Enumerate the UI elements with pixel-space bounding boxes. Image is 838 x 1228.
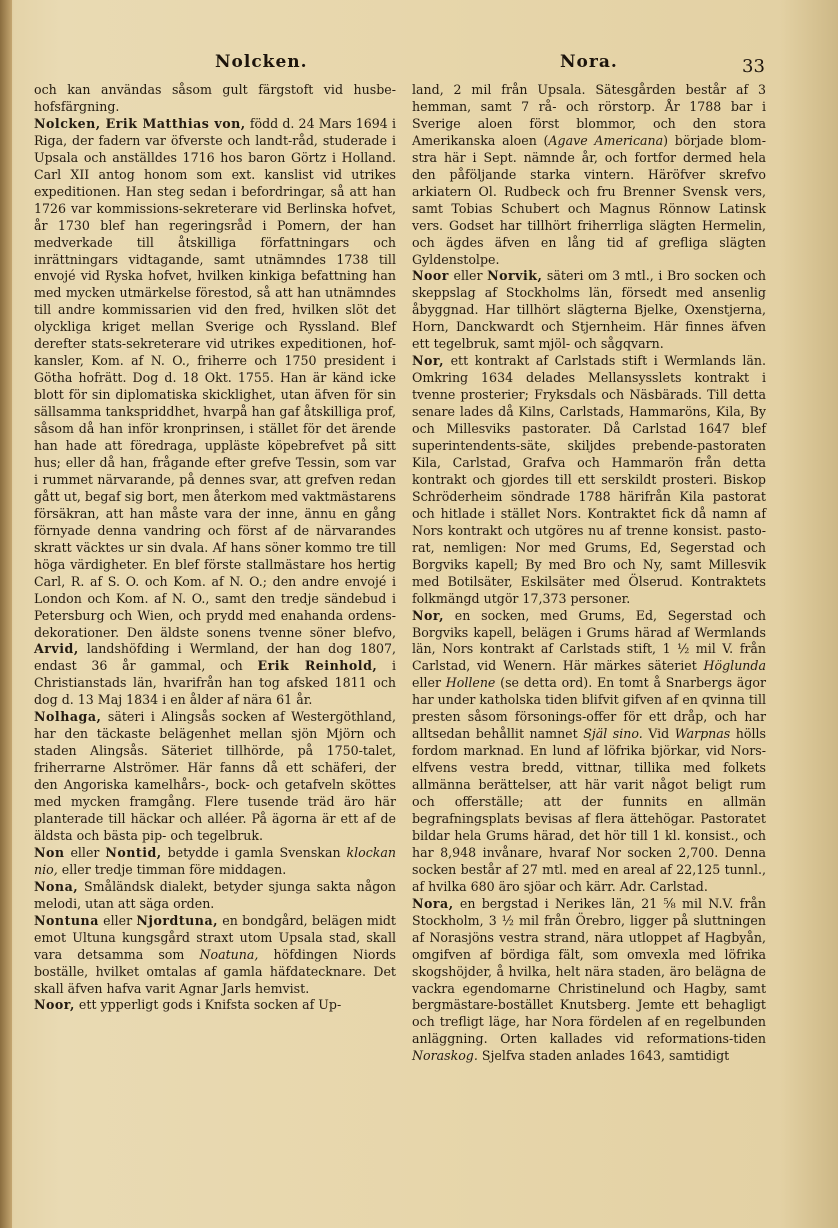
entry-text: land, 2 mil från Upsala. Sätesgården består af 3 hemman, samt 7 rå- och rörstorp. År 1788 bar i Sverige aloen först blommor, och den stora Amerikanska aloen (	[412, 82, 766, 148]
entry-text: ) började blomstra här i Sept. nämnde år, och fortfor dermed hela den påföljande starka vintern. Häröfver skrefvo arkiatern Ol. Rudbeck och fru Brenner Svensk vers, samt Tobias Schubert och Magnus Rönnow Latinsk vers. Godset har tillhört friherrliga slägten Hermelin, och ägdes äfven en lång tid af grefliga slägten Gyldenstolpe.	[412, 132, 766, 267]
dictionary-entry	[34, 116, 396, 709]
dictionary-entry	[34, 709, 396, 845]
italic-text: Hollene	[445, 675, 496, 691]
left-column	[34, 82, 396, 1014]
italic-text: Agave Americana	[548, 132, 664, 148]
entry-text: eller	[98, 912, 137, 928]
italic-text: Höglunda	[703, 658, 766, 674]
entry-text: ett ypperligt gods i Knifsta socken af Up-	[74, 997, 342, 1013]
entry-text: säteri i Alingsås socken af Westergöthland, har den täckaste belägenhet mellan sjön Mjörn och staden Alingsås. Säteriet tillhörde, på 1750-talet, friherrarne Alströmer. Här fanns då ett schäferi, der den Angoriska kamelhårs-, bock- och getafveln sköttes med mycken framgång. Flere tusende träd äro här planterade till häckar och alléer. På ägorna är ett af de äldsta och bästa pip- och tegelbruk.	[34, 709, 396, 843]
entry-headword: Nolhaga,	[34, 709, 102, 725]
entry-headword: Nona,	[34, 878, 79, 894]
entry-text: född d. 24 Mars 1694 i Riga, der fadern var öfverste och landt-råd, studerade i Upsala och anställdes 1716 hos baron Görtz i Holland. Carl XII antog honom som ext. kanslist vid utrikes expeditionen. Han steg sedan i befordringar, så att han 1726 var kommissions-sekreterare vid Berlinska hofvet, år 1730 blef han regeringsråd i Pomern, der han medverkade till åtskilliga författningars och inrättningars vidtagande, samt utnämndes 1738 till envojé vid Ryska hofvet, hvilken kinkiga befattning han med mycken utmärkelse förestod, så att han utnämndes till andre kommissarien vid den fred, hvilken slöt det olyckliga kriget mellan Sverige och Ryssland. Blef derefter stats-sekreterare vid utrikes expeditionen, hof-kansler, Kom. af N. O., friherre och 1750 president i Götha hofrätt. Dog d. 18 Okt. 1755. Han är känd icke blott för sin diplomatiska skicklighet, utan äfven för sin sällsamma tankspriddhet, hvarpå han gaf åtskilliga prof, såsom då han inför kronprinsen, i stället för det ärende han hade att föredraga, uppläste köpebrefvet på sitt hus; eller då han, frågande efter grefve Tessin, som var i rummet närvarande, på dennes svar, att grefven redan gått ut, begaf sig bort, men återkom med vaktmästarens försäkran, att han måste vara der inne, ännu en gång förnyade denna vandring och först af de närvarandes skratt väcktes ur sin dvala. Af hans söner kommo tre till höga värdigheter. En blef förste stallmästare hos hertig Carl, R. af S. O. och Kom. af N. O.; den andre envojé i London och Kom. af N. O., samt den tredje sändebud i Petersburg och Wien, och prydd med enahanda ordens-dekorationer. Den äldste sonens tvenne söner blefvo,	[34, 115, 396, 640]
entry-headword: Njordtuna,	[136, 912, 219, 928]
dictionary-entry	[34, 913, 396, 998]
running-head-right: Nora.	[560, 52, 618, 72]
italic-text: klockan nio,	[34, 844, 396, 877]
entry-headword: Norvik,	[487, 268, 543, 284]
entry-text: eller	[412, 675, 446, 691]
entry-text: säteri om 3 mtl., i Bro socken och skeppslag af Stockholms län, försedt med ansenlig åbyggnad. Har tillhört slägterna Bjelke, Oxenstjerna, Horn, Danckwardt och Stjernheim. Här finnes äfven ett tegelbruk, samt mjöl- och sågqvarn.	[412, 268, 766, 352]
dictionary-entry	[34, 997, 396, 1014]
entry-headword: Nor,	[412, 353, 445, 369]
entry-headword: Noor,	[34, 997, 75, 1013]
page-spine-shadow	[0, 0, 12, 1228]
entry-headword: Non	[34, 844, 65, 860]
entry-headword: Noor	[412, 268, 449, 284]
entry-text: höfdingen Niords boställe, hvilket omtalas af gamla häfdatecknare. Det skall äfven hafva varit Agnar Jarls hemvist.	[34, 946, 396, 996]
dictionary-entry	[412, 608, 766, 896]
entry-headword: Nontid,	[105, 844, 162, 860]
entry-text: och kan användas såsom gult färgstoft vid husbehofsfärgning.	[34, 82, 396, 114]
entry-headword: Nora,	[412, 895, 454, 911]
dictionary-entry	[34, 82, 396, 116]
entry-headword: Nontuna	[34, 912, 99, 928]
page-number: 33	[742, 56, 765, 77]
right-column	[412, 82, 766, 1065]
entry-text: betydde i gamla Svenskan	[161, 844, 347, 860]
entry-text: Vid	[642, 726, 675, 742]
dictionary-entry	[34, 879, 396, 913]
entry-headword: Arvid,	[34, 641, 79, 657]
entry-text: eller	[448, 268, 488, 284]
entry-text: hölls fordom marknad. En lund af löfrika björkar, vid Nors-elfvens vestra bredd, vittnar, tillika med folkets allmänna berättelser, att här varit något beligt rum och offerställe; att der funnits en allmän begrafningsplats bevisas af flera ättehögar. Pastoratet bildar hela Grums härad, det hör till 1 kl. konsist., och har 8,948 invånare, hvaraf Nor socken 2,700. Denna socken består af 27 mtl. med en areal af 22,125 tunnl., af hvilka 680 äro sjöar och kärr. Adr. Carlstad.	[412, 726, 766, 894]
dictionary-entry	[412, 82, 766, 268]
entry-headword: Nor,	[412, 607, 445, 623]
entry-text: en bondgård, belägen midt emot Ultuna kungsgård straxt utom Upsala stad, skall vara detsamma som	[34, 912, 396, 962]
entry-headword: Nolcken, Erik Matthias von,	[34, 115, 246, 131]
entry-text: landshöfding i Wermland, der han dog 1807, endast 36 år gammal, och	[34, 641, 396, 674]
italic-text: Själ sino.	[583, 726, 643, 742]
italic-text: Warpnas	[674, 726, 731, 742]
dictionary-entry	[412, 353, 766, 607]
entry-text: i Christianstads län, hvarifrån han tog afsked 1811 och dog d. 13 Maj 1834 i en ålder af nära 61 år.	[34, 658, 396, 708]
entry-text: eller tredje timman före middagen.	[57, 861, 287, 877]
dictionary-entry	[34, 845, 396, 879]
running-head-left: Nolcken.	[215, 52, 308, 72]
entry-text: ett kontrakt af Carlstads stift i Wermlands län. Omkring 1634 delades Mellansysslets kontrakt i tvenne prosterier; Fryksdals och Näsbärads. Till detta senare lades då Kilns, Carlstads, Hammaröns, Kila, By och Millesviks pastorater. Då Carlstad 1647 blef superintendents-säte, skiljdes prebende-pastoraten Kila, Carlstad, Grafva och Hammarön från detta kontrakt och gjordes till ett serskildt prosteri. Biskop Schröderheim söndrade 1788 härifrån Kila pastorat och hitlade i stället Nors. Kontraktet fick då namn af Nors kontrakt och utgöres nu af trenne konsist. pastorat, nemligen: Nor med Grums, Ed, Segerstad och Borgviks kapell; By med Bro och Ny, samt Millesvik med Botilsäter, Eskilsäter med Ölserud. Kontraktets folkmängd utgör 17,373 personer.	[412, 353, 766, 606]
entry-text: Sjelfva staden anlades 1643, samtidigt	[477, 1048, 730, 1064]
entry-text: en socken, med Grums, Ed, Segerstad och Borgviks kapell, belägen i Grums härad af Wermlands län, Nors kontrakt af Carlstads stift, 1 ½ mil V. från Carlstad, vid Wenern. Här märkes säteriet	[412, 607, 766, 674]
entry-text: eller	[64, 844, 106, 860]
entry-text: en bergstad i Nerikes län, 21 ⅝ mil N.V. från Stockholm, 3 ½ mil från Örebro, ligger på sluttningen af Norasjöns vestra strand, nära utloppet af Hagbyån, omgifven af bördiga fält, som omvexla med löfrika skogshöjder, å hvilka, helt nära staden, äro belägna de vackra egendomarne Christinelund och Hagby, samt bergmästare-bostället Knutsberg. Jemte ett behagligt och trefligt läge, har Nora fördelen af en regelbunden anläggning. Orten kallades vid reformations-tiden	[412, 895, 766, 1047]
entry-headword: Erik Reinhold,	[257, 658, 378, 674]
italic-text: Noatuna,	[199, 946, 259, 962]
dictionary-entry	[412, 896, 766, 1066]
entry-text: (se detta ord). En tomt å Snarbergs ägor har under katholska tiden blifvit gifven af en qvinna till presten såsom försonings-offer för ett dråp, och har alltsedan behållit namnet	[412, 675, 766, 742]
italic-text: Noraskog.	[412, 1048, 478, 1064]
entry-text: Småländsk dialekt, betyder sjunga sakta någon melodi, utan att säga orden.	[34, 878, 396, 911]
dictionary-entry	[412, 268, 766, 353]
